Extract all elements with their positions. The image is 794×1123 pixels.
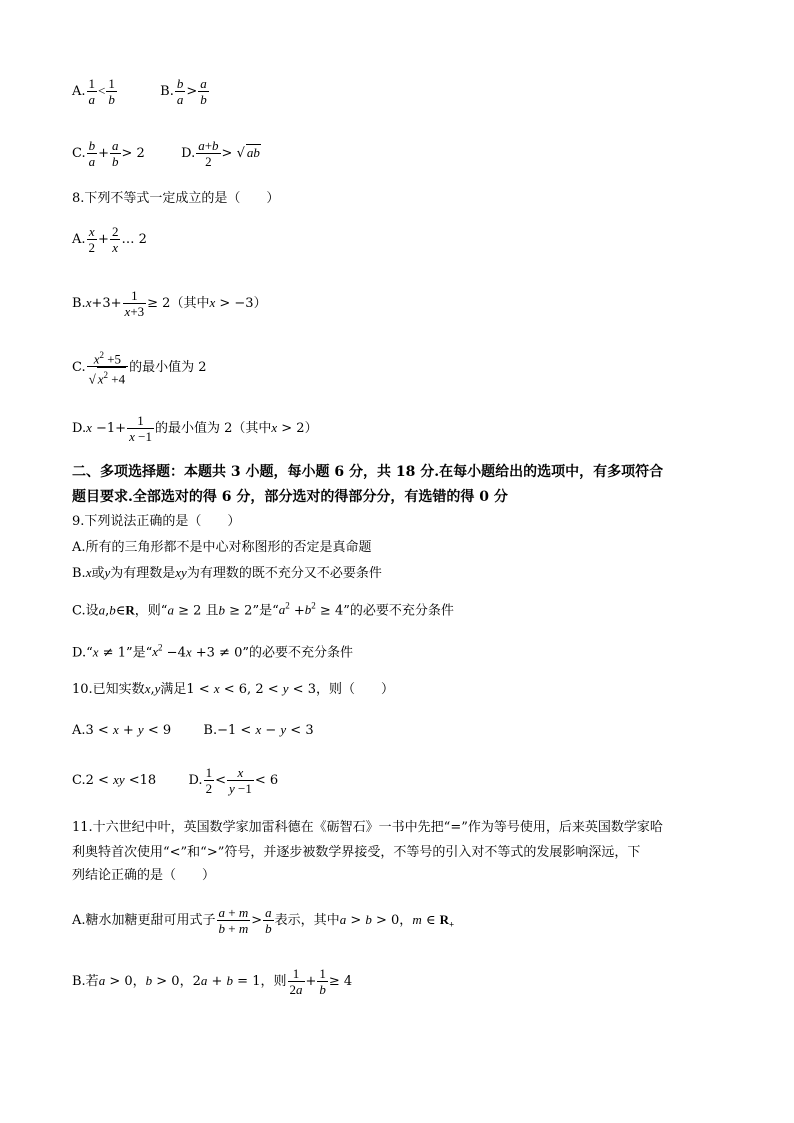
q7-option-b-math: $\frac{b}{a}$ bbox=[176, 76, 184, 107]
q7-option-b-label: B. bbox=[160, 84, 174, 99]
q11-option-b-text2: ， bbox=[179, 974, 193, 989]
q9-stem: 9.下列说法正确的是（ ） bbox=[72, 514, 241, 529]
q9-option-a: A.所有的三角形都不是中心对称图形的否定是真命题 bbox=[72, 540, 372, 555]
q8-stem: 8.下列不等式一定成立的是（ ） bbox=[72, 191, 280, 206]
q8-option-c-label: C. bbox=[72, 359, 86, 375]
q9-option-b-text3: 为有理数的既不充分又不必要条件 bbox=[186, 566, 382, 581]
q9-option-c-text2: 且 bbox=[205, 603, 219, 619]
q8-option-b-math: $\frac{1}{x+3}$ bbox=[124, 288, 145, 319]
section-2-heading-line1: 二、多项选择题：本题共 3 小题，每小题 6 分，共 18 分.在每小题给出的选项中，有多项符合 bbox=[72, 464, 664, 480]
q7-option-d-label: D. bbox=[181, 146, 196, 161]
section-2-heading-line2: 题目要求.全部选对的得 6 分，部分选对的得部分分，有选错的得 0 分 bbox=[72, 489, 508, 505]
q11-option-b-label: B.若 bbox=[72, 974, 99, 989]
q8-option-c bbox=[72, 348, 207, 387]
q10-option-a-label: A. bbox=[72, 723, 86, 738]
q9-option-d-text1: ”是“ bbox=[125, 645, 153, 661]
q8-option-c-tail: 的最小值为 2 bbox=[129, 359, 207, 375]
q8-option-d: D.x −1+ $\frac{1}{x -1}$ 的最小值为 2（其中x > 2） bbox=[72, 413, 318, 444]
q10-option-d-math: $\frac{1}{2}$ bbox=[205, 765, 213, 796]
q11-option-a-math: $\frac{a + m}{b + m}$ bbox=[218, 905, 249, 936]
q10-option-d-label: D. bbox=[188, 773, 203, 788]
q9-option-d: D.“x ≠ 1”是“$x^2 -4x +3 \ne 0$”的必要不充分条件 bbox=[72, 643, 354, 661]
q10-option-c-label: C. bbox=[72, 773, 86, 788]
q9-option-c-text4: ”的必要不充分条件 bbox=[343, 603, 454, 619]
q10-option-b-label: B. bbox=[203, 723, 218, 738]
q8-option-b-label: B. bbox=[72, 296, 86, 311]
q10-options-cd: C.2 < xy <18 D. $\frac{1}{2}$ < $\frac{x}{y -1}$ < 6 bbox=[72, 765, 279, 796]
q8-option-b-note-end: ） bbox=[253, 296, 267, 311]
q11-option-a: A.糖水加糖更甜可用式子 $\frac{a + m}{b + m}$ > $\frac{a}{b}$ 表示，其中a > b > 0，m ∈ $R_+$ bbox=[72, 905, 455, 936]
q11-stem-line2: 利奥特首次使用“<”和“>”符号，并逐步被数学界接受，不等号的引入对不等式的发展影响深远，下 bbox=[72, 845, 641, 860]
q9-option-b-label: B. bbox=[72, 566, 86, 581]
q11-option-a-text1: 表示，其中 bbox=[274, 913, 340, 928]
q9-option-c-text1: ，则“ bbox=[134, 603, 168, 619]
q9-option-b-text1: 或 bbox=[91, 566, 105, 581]
q9-option-b: B.x或y为有理数是xy为有理数的既不充分又不必要条件 bbox=[72, 565, 382, 581]
q11-option-b: B.若a > 0，b > 0，2a + b = 1，则 $\frac{1}{2a}$ + $\frac{1}{b}$ ≥ 4 bbox=[72, 966, 353, 997]
q7-options-ab: A. $\frac{1}{a}$ < $\frac{1}{b}$ B. $\frac{b}{a}$ > $\frac{a}{b}$ bbox=[72, 76, 207, 107]
q8-option-b-note: （其中 bbox=[170, 296, 210, 311]
q8-option-d-math: $\frac{1}{x -1}$ bbox=[129, 413, 152, 444]
q7-option-a-label: A. bbox=[72, 84, 86, 99]
q9-option-c-text3: ”是“ bbox=[252, 603, 279, 619]
q8-option-a-math: $\frac{x}{2}$ bbox=[88, 224, 96, 255]
q10-stem: 10.已知实数x,y满足1 < x < 6, 2 < y < 3，则（ ） bbox=[72, 681, 394, 697]
q7-options-cd: C. $\frac{b}{a}$ + $\frac{a}{b}$ > 2 D. $\frac{a+b}{2}$ > √ ab bbox=[72, 138, 260, 169]
q11-stem-line3: 列结论正确的是（ ） bbox=[72, 868, 216, 883]
q9-option-c-label: C.设 bbox=[72, 603, 99, 619]
q7-option-d-math: $\frac{a+b}{2}$ bbox=[198, 138, 219, 169]
q9-option-d-label: D.“ bbox=[72, 645, 93, 661]
q7-option-c-math: $\frac{b}{a}$ bbox=[88, 138, 96, 169]
q8-option-d-label: D. bbox=[72, 421, 87, 436]
q8-option-c-math: $\frac{x^2 +5}{√ x^2 +4}$ bbox=[87, 348, 129, 387]
q8-option-a: A. $\frac{x}{2}$ + $\frac{2}{x}$ … 2 bbox=[72, 224, 147, 255]
q10-stem-text1: 10.已知实数 bbox=[72, 682, 145, 697]
q11-option-a-text2: ， bbox=[399, 913, 413, 928]
q7-option-a-math: $\frac{1}{a}$ bbox=[88, 76, 96, 107]
q10-stem-text2: 满足 bbox=[160, 682, 187, 697]
q9-option-b-text2: 为有理数是 bbox=[110, 566, 176, 581]
q11-option-b-math: $\frac{1}{2a}$ bbox=[289, 966, 303, 997]
q8-option-d-tail: 的最小值为 2（其中 bbox=[154, 421, 272, 436]
q10-stem-text3: ，则（ ） bbox=[315, 682, 394, 697]
q9-option-c: C.设a,b∈R，则“a ≥ 2 且b ≥ 2”是“$a^2 +b^2 \ge 4$”的必要不充分条件 bbox=[72, 601, 454, 619]
q8-option-d-tail-end: ） bbox=[304, 421, 318, 436]
q8-option-a-label: A. bbox=[72, 232, 86, 247]
q9-option-d-text2: ”的必要不充分条件 bbox=[242, 645, 354, 661]
q11-option-b-text3: ，则 bbox=[260, 974, 287, 989]
q8-option-b: B.x+3+ $\frac{1}{x+3}$ ≥ 2（其中x > −3） bbox=[72, 288, 267, 319]
q10-options-ab: A.3 < x + y < 9 B.−1 < x − y < 3 bbox=[72, 722, 314, 738]
q11-option-b-text1: ， bbox=[132, 974, 146, 989]
q11-option-a-label: A.糖水加糖更甜可用式子 bbox=[72, 913, 216, 928]
q11-stem-line1: 11.十六世纪中叶，英国数学家加雷科德在《砺智石》一书中先把“=”作为等号使用，后来英国数学家哈 bbox=[72, 820, 663, 835]
q7-option-c-label: C. bbox=[72, 146, 86, 161]
